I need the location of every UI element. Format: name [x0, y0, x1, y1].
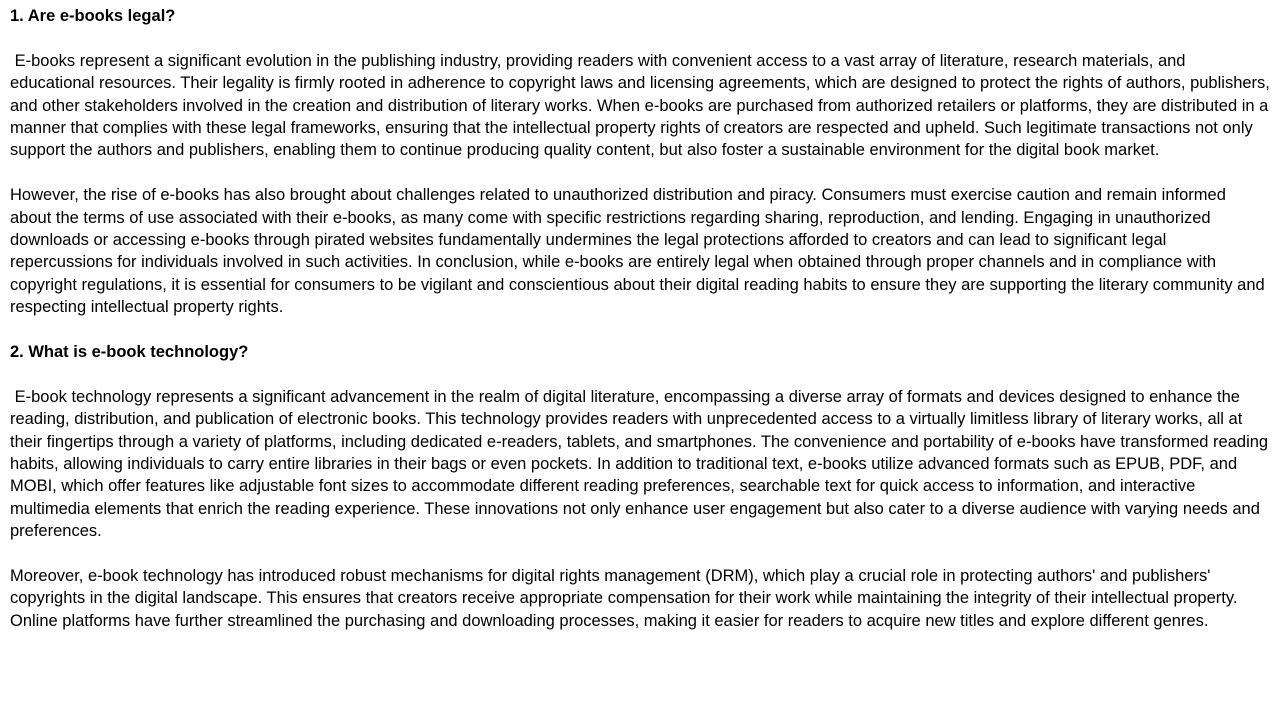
- faq-section-technology: [10, 341, 1273, 632]
- faq-paragraph: Moreover, e-book technology has introduced robust mechanisms for digital rights management (DRM), which play a crucial role in protecting authors' and publishers' copyrights in the digital landscape. This ensures that creators receive appropriate compensation for their work while maintaining the integrity of their intellectual property. Online platforms have further streamlined the purchasing and downloading processes, making it easier for readers to acquire new titles and explore different genres.: [10, 567, 1243, 630]
- faq-paragraph: E-books represent a significant evolution in the publishing industry, providing readers with convenient access to a vast array of literature, research materials, and educational resources. Their legality is firmly rooted in adherence to copyright laws and licensing agreements, which are designed to protect the rights of authors, publishers, and other stakeholders involved in the creation and distribution of literary works. When e-books are purchased from authorized retailers or platforms, they are distributed in a manner that complies with these legal frameworks, ensuring that the intellectual property rights of creators are respected and upheld. Such legitimate transactions not only support the authors and publishers, enabling them to continue producing quality content, but also foster a sustainable environment for the digital book market.: [10, 51, 1275, 160]
- faq-heading: 2. What is e-book technology?: [10, 343, 249, 362]
- faq-section-legality: [10, 5, 1275, 319]
- faq-paragraph: However, the rise of e-books has also brought about challenges related to unauthorized distribution and piracy. Consumers must exercise caution and remain informed about the terms of use associated with their e-books, as many come with specific restrictions regarding sharing, reproduction, and lending. Engaging in unauthorized downloads or accessing e-books through pirated websites fundamentally undermines the legal protections afforded to creators and can lead to significant legal repercussions for individuals involved in such activities. In conclusion, while e-books are entirely legal when obtained through proper channels and in compliance with copyright regulations, it is essential for consumers to be vigilant and conscientious about their digital reading habits to ensure they are supporting the literary community and respecting intellectual property rights.: [10, 186, 1270, 317]
- faq-paragraph: E-book technology represents a significant advancement in the realm of digital literature, encompassing a diverse array of formats and devices designed to enhance the reading, distribution, and publication of electronic books. This technology provides readers with unprecedented access to a virtually limitless library of literary works, all at their fingertips through a variety of platforms, including dedicated e-readers, tablets, and smartphones. The convenience and portability of e-books have transformed reading habits, allowing individuals to carry entire libraries in their bags or even pockets. In addition to traditional text, e-books utilize advanced formats such as EPUB, PDF, and MOBI, which offer features like adjustable font sizes to accommodate different reading preferences, searchable text for quick access to information, and interactive multimedia elements that enrich the reading experience. These innovations not only enhance user engagement but also cater to a diverse audience with varying needs and preferences.: [10, 387, 1273, 541]
- faq-heading: 1. Are e-books legal?: [10, 7, 176, 25]
